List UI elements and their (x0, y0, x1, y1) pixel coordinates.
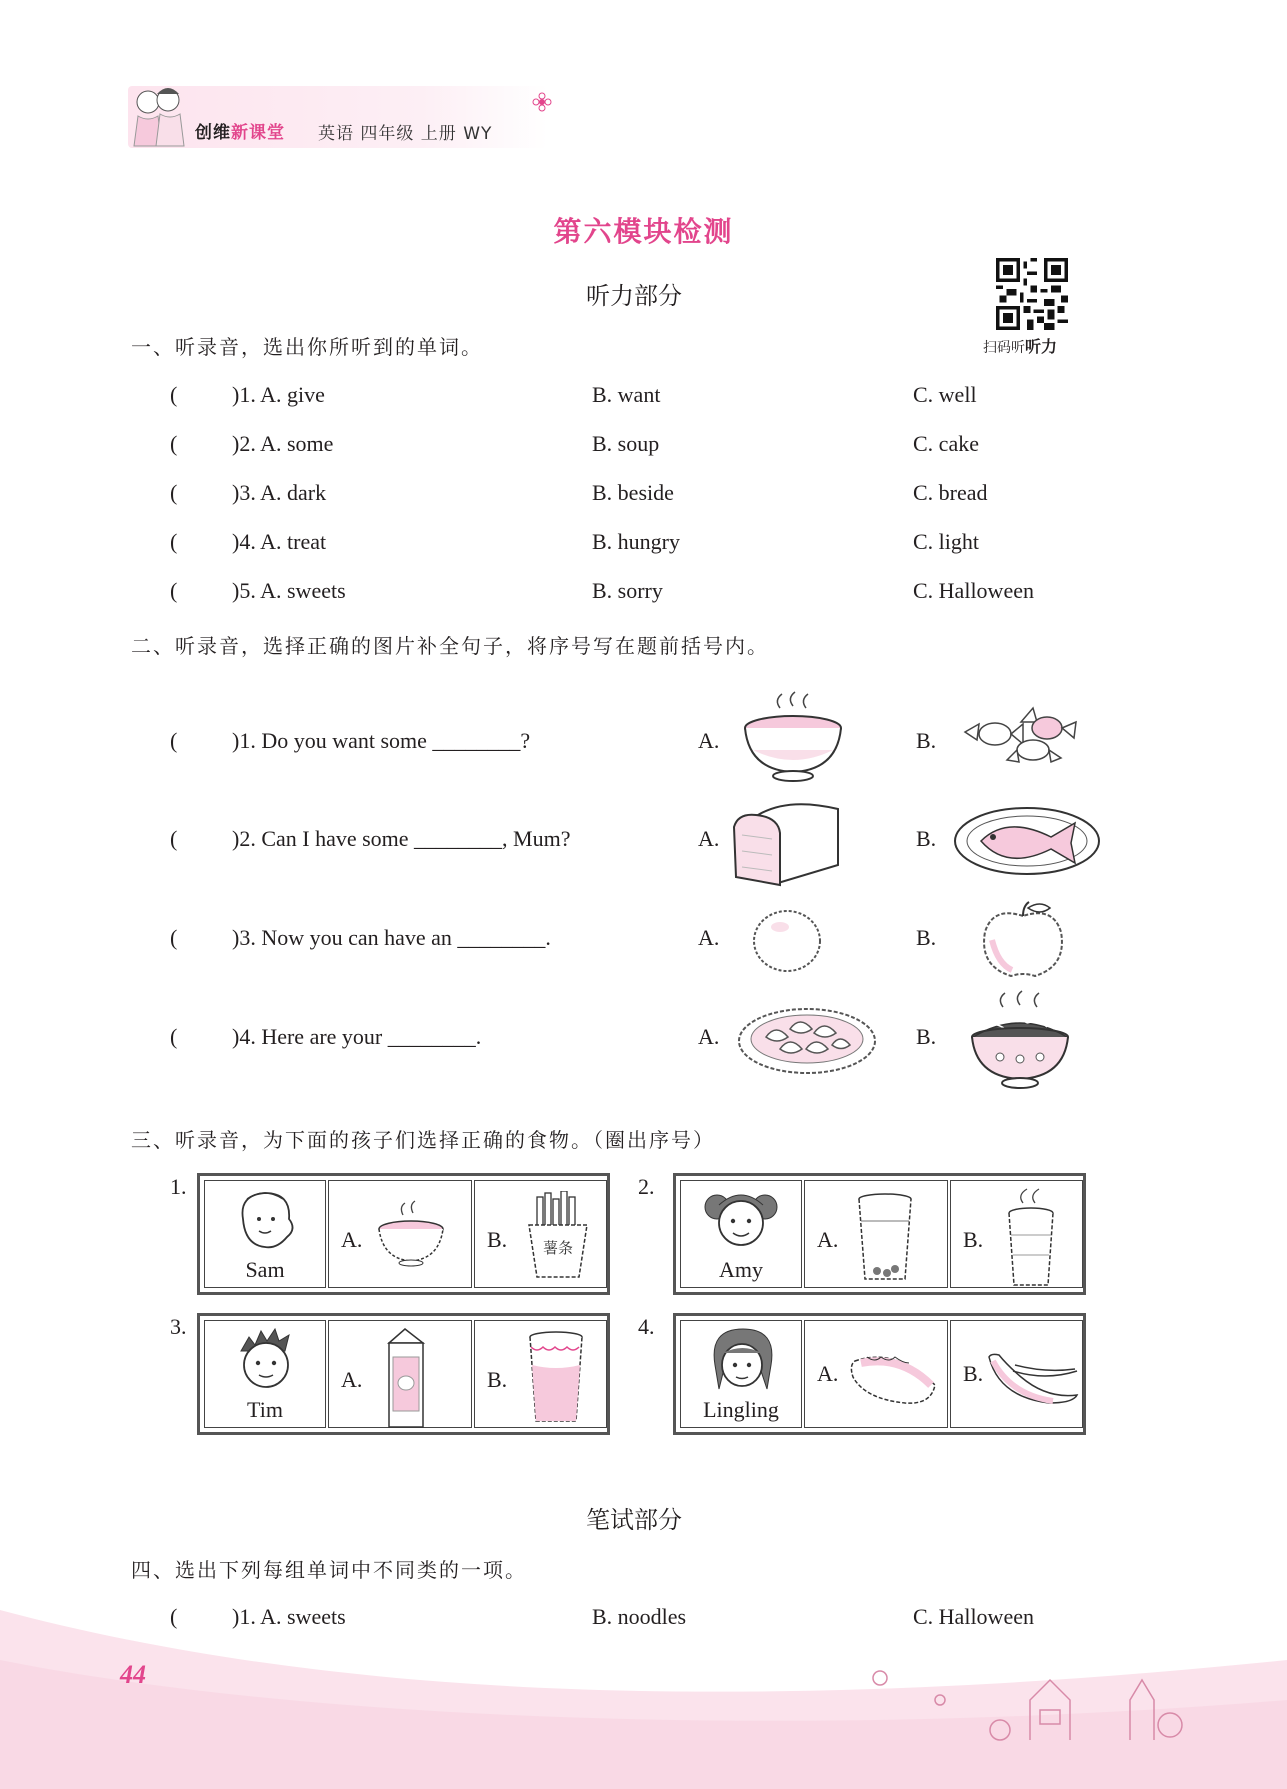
answer-paren[interactable]: ( (170, 578, 178, 603)
option-b-label: B. (963, 1227, 984, 1252)
water-glass-icon (1001, 1185, 1061, 1289)
option-b: B. sorry (592, 578, 663, 603)
pic-label-a: A. (698, 728, 720, 753)
child-name: Lingling (703, 1397, 779, 1422)
option-b: B. soup (592, 431, 660, 456)
sentence: )1. Do you want some ________? (232, 728, 531, 753)
answer-paren[interactable]: ( (170, 728, 178, 753)
option-c: C. cake (913, 431, 979, 456)
option-b-cell[interactable] (474, 1320, 607, 1428)
answer-paren[interactable]: ( (170, 1024, 178, 1049)
listening-title: 听力部分 (586, 282, 682, 310)
answer-paren[interactable]: ( (170, 1604, 178, 1629)
qr-caption-b: 听力 (1025, 337, 1058, 356)
answer-paren[interactable]: ( (170, 826, 178, 851)
sentence: )2. Can I have some ________, Mum? (232, 826, 571, 851)
pic-label-b: B. (916, 925, 937, 950)
option-a-cell[interactable] (804, 1180, 948, 1288)
qr-code-icon[interactable] (996, 258, 1068, 330)
soup-bowl-icon[interactable] (738, 688, 848, 788)
answer-paren[interactable]: ( (170, 480, 178, 505)
option-b: B. noodles (592, 1604, 687, 1629)
food-choice-box (197, 1313, 610, 1435)
sentence: )3. Now you can have an ________. (232, 925, 551, 950)
option-a: )5. A. sweets (232, 578, 346, 603)
section1-heading: 一、听录音，选出你所听到的单词。 (131, 335, 483, 359)
pic-label-b: B. (916, 728, 937, 753)
answer-paren[interactable]: ( (170, 529, 178, 554)
pic-label-a: A. (698, 925, 720, 950)
answer-paren[interactable]: ( (170, 925, 178, 950)
qr-caption-a: 扫码听 (983, 340, 1025, 356)
milk-glass-icon (525, 1329, 587, 1429)
option-b-label: B. (487, 1227, 508, 1252)
option-a: )1. A. give (232, 382, 325, 407)
brand-part-1: 创维 (195, 123, 231, 143)
section4-heading: 四、选出下列每组单词中不同类的一项。 (131, 1558, 527, 1582)
option-b-label: B. (963, 1361, 984, 1386)
option-c: C. well (913, 382, 977, 407)
boy-face-icon (233, 1189, 297, 1251)
brand-part-2: 新课堂 (231, 123, 285, 143)
girl-face-icon (703, 1185, 779, 1251)
option-a-label: A. (817, 1227, 839, 1252)
answer-paren[interactable]: ( (170, 382, 178, 407)
sentence: )4. Here are your ________. (232, 1024, 482, 1049)
child-name: Tim (247, 1397, 283, 1422)
group-number: 3. (170, 1314, 187, 1339)
answer-paren[interactable]: ( (170, 431, 178, 456)
option-b-cell[interactable] (950, 1320, 1083, 1428)
milk-carton-icon (381, 1327, 431, 1429)
option-b: B. want (592, 382, 661, 407)
group-number: 1. (170, 1174, 187, 1199)
food-choice-box (673, 1313, 1086, 1435)
option-a-cell[interactable] (804, 1320, 948, 1428)
fish-plate-icon[interactable] (953, 805, 1101, 877)
option-a: )2. A. some (232, 431, 334, 456)
fries-icon (523, 1191, 593, 1281)
noodles-bowl-icon[interactable] (965, 985, 1075, 1095)
page-number: 44 (120, 1660, 146, 1689)
option-a-label: A. (341, 1227, 363, 1252)
section2-heading: 二、听录音，选择正确的图片补全句子，将序号写在题前括号内。 (131, 634, 769, 658)
option-c: C. Halloween (913, 1604, 1034, 1629)
rice-bowl-icon (373, 1195, 449, 1271)
option-a: )4. A. treat (232, 529, 327, 554)
option-b: B. hungry (592, 529, 680, 554)
option-c: C. Halloween (913, 578, 1034, 603)
fries-box-label: 薯条 (542, 1239, 574, 1257)
option-b: B. beside (592, 480, 674, 505)
writing-title: 笔试部分 (586, 1506, 682, 1534)
child-cell (204, 1180, 326, 1288)
flower-icon (532, 92, 552, 112)
sweets-icon[interactable] (963, 700, 1078, 772)
option-a-label: A. (817, 1361, 839, 1386)
qr-caption (983, 334, 1057, 357)
apple-icon[interactable] (978, 900, 1068, 980)
kids-mascot-icon (128, 80, 190, 152)
option-b-cell[interactable] (950, 1180, 1083, 1288)
child-cell (680, 1320, 802, 1428)
option-c: C. bread (913, 480, 988, 505)
child-cell (680, 1180, 802, 1288)
child-cell (204, 1320, 326, 1428)
child-name: Sam (245, 1257, 285, 1282)
option-a-cell[interactable] (328, 1320, 472, 1428)
banana-icon (985, 1347, 1079, 1413)
group-number: 4. (638, 1314, 655, 1339)
option-a-label: A. (341, 1367, 363, 1392)
section3-heading: 三、听录音，为下面的孩子们选择正确的食物。（圈出序号） (131, 1128, 715, 1152)
pic-label-b: B. (916, 826, 937, 851)
option-b-label: B. (487, 1367, 508, 1392)
option-c: C. light (913, 529, 980, 554)
bread-icon[interactable] (728, 795, 848, 890)
pic-label-a: A. (698, 826, 720, 851)
option-b-cell[interactable] (474, 1180, 607, 1288)
girl-face-icon (705, 1325, 779, 1395)
hotdog-icon (849, 1341, 939, 1411)
dumplings-plate-icon[interactable] (736, 1003, 878, 1077)
option-a: )3. A. dark (232, 480, 327, 505)
group-number: 2. (638, 1174, 655, 1199)
boy-face-icon (231, 1327, 301, 1391)
child-name: Amy (719, 1257, 763, 1282)
page-title: 第六模块检测 (553, 215, 734, 248)
book-info: 英语 四年级 上册 WY (318, 124, 493, 144)
food-choice-box (197, 1173, 610, 1295)
pic-label-b: B. (916, 1024, 937, 1049)
juice-glass-icon (853, 1191, 917, 1287)
option-a-cell[interactable] (328, 1180, 472, 1288)
food-choice-box (673, 1173, 1086, 1295)
egg-icon[interactable] (750, 905, 825, 975)
brand-name (195, 118, 285, 143)
option-a: )1. A. sweets (232, 1604, 346, 1629)
pic-label-a: A. (698, 1024, 720, 1049)
